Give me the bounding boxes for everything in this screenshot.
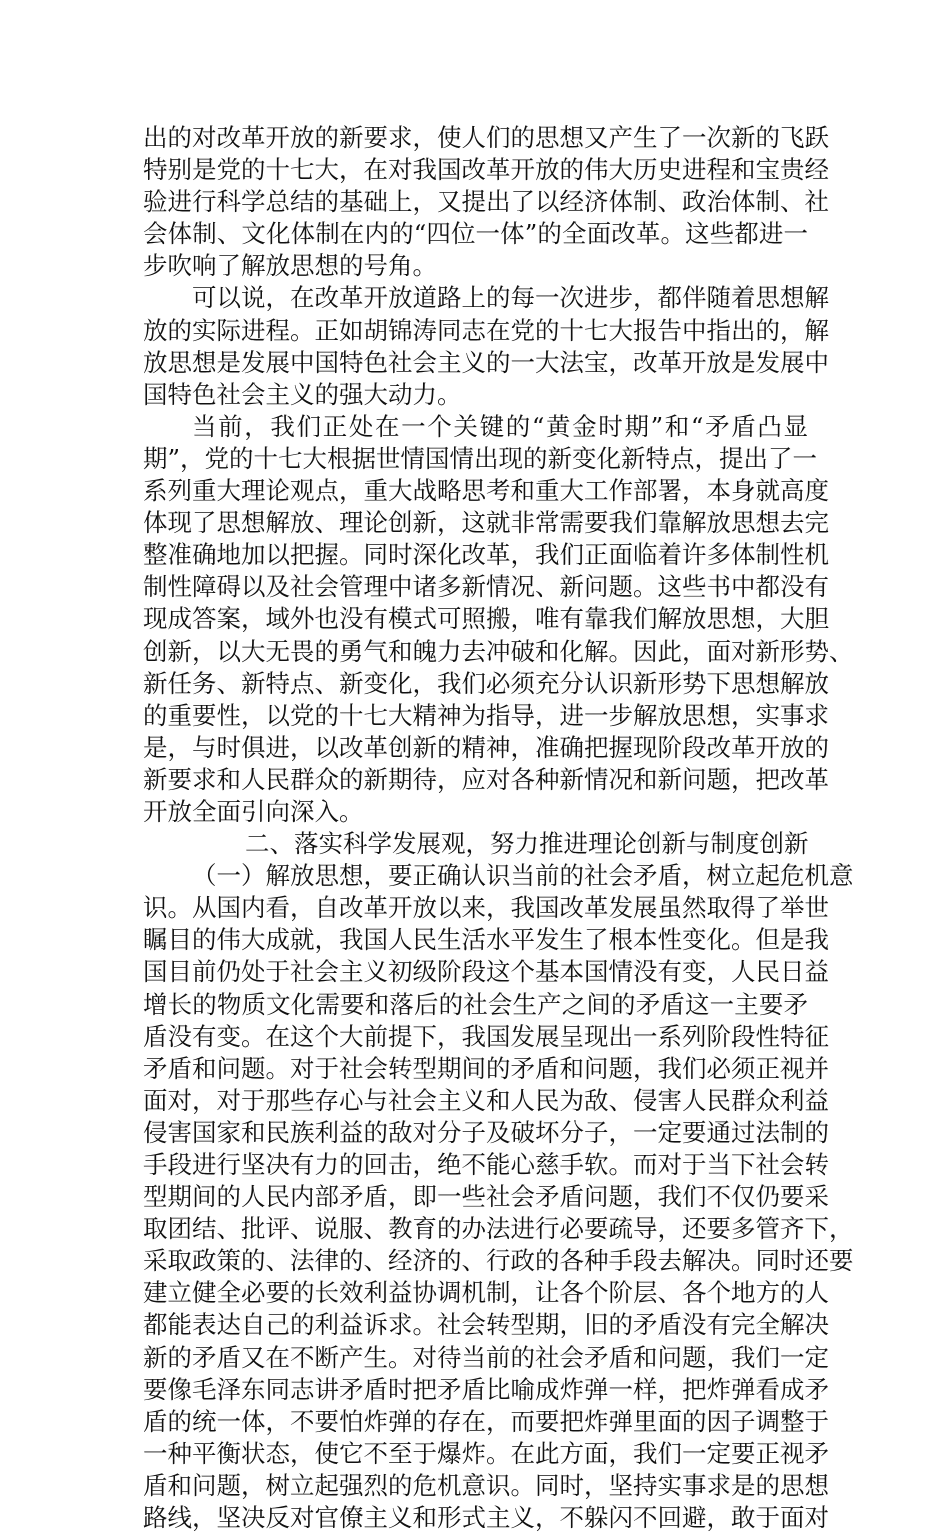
text-line: 手段进行坚决有力的回击，绝不能心慈手软。而对于当下社会转 — [143, 1150, 829, 1179]
text-line: 增长的物质文化需要和落后的社会生产之间的矛盾这一主要矛 — [143, 989, 808, 1019]
text-line: 国特色社会主义的强大动力。 — [143, 379, 462, 409]
text-line: 体现了思想解放、理论创新，这就非常需要我们靠解放思想去完 — [143, 508, 829, 538]
text-line: 路线，坚决反对官僚主义和形式主义，不躲闪不回避，敢于面对 — [143, 1503, 829, 1533]
text-line: 识。从国内看，自改革开放以来，我国改革发展虽然取得了举世 — [143, 893, 829, 923]
text-line: 盾和问题，树立起强烈的危机意识。同时，坚持实事求是的思想 — [143, 1470, 829, 1500]
text-line: 瞩目的伟大成就，我国人民生活水平发生了根本性变化。但是我 — [143, 925, 829, 955]
text-line: 当前，我们正处在一个关键的“黄金时期”和“矛盾凸显 — [192, 411, 808, 441]
text-line: 要像毛泽东同志讲矛盾时把矛盾比喻成炸弹一样，把炸弹看成矛 — [143, 1374, 829, 1404]
text-line: 新任务、新特点、新变化，我们必须充分认识新形势下思想解放 — [143, 668, 829, 698]
text-line: 都能表达自己的利益诉求。社会转型期，旧的矛盾没有完全解决 — [143, 1310, 829, 1340]
text-line: 系列重大理论观点，重大战略思考和重大工作部署，本身就高度 — [143, 476, 829, 506]
text-line: 国目前仍处于社会主义初级阶段这个基本国情没有变，人民日益 — [143, 957, 829, 987]
text-line: 开放全面引向深入。 — [143, 796, 364, 826]
text-line: 盾没有变。在这个大前提下，我国发展呈现出一系列阶段性特征 — [143, 1021, 829, 1051]
text-line: 是，与时俱进，以改革创新的精神，准确把握现阶段改革开放的 — [143, 732, 829, 762]
text-line: 型期间的人民内部矛盾，即一些社会矛盾问题，我们不仅仍要采 — [143, 1182, 829, 1212]
text-line: 步吹响了解放思想的号角。 — [143, 251, 437, 281]
text-line: 可以说，在改革开放道路上的每一次进步，都伴随着思想解 — [192, 283, 829, 313]
text-line: 新的矛盾又在不断产生。对待当前的社会矛盾和问题，我们一定 — [143, 1342, 829, 1372]
text-line: 矛盾和问题。对于社会转型期间的矛盾和问题，我们必须正视并 — [143, 1053, 829, 1083]
text-line: 取团结、批评、说服、教育的办法进行必要疏导，还要多管齐下， — [143, 1214, 854, 1244]
text-line: 盾的统一体，不要怕炸弹的存在，而要把炸弹里面的因子调整于 — [143, 1406, 829, 1436]
text-line: 特别是党的十七大，在对我国改革开放的伟大历史进程和宝贵经 — [143, 155, 829, 185]
document-body — [143, 122, 854, 1534]
text-line: 创新，以大无畏的勇气和魄力去冲破和化解。因此，面对新形势、 — [143, 636, 854, 666]
text-line: 建立健全必要的长效利益协调机制，让各个阶层、各个地方的人 — [143, 1278, 829, 1308]
text-line: 制性障碍以及社会管理中诸多新情况、新问题。这些书中都没有 — [143, 572, 829, 602]
text-line: 放的实际进程。正如胡锦涛同志在党的十七大报告中指出的，解 — [143, 315, 829, 345]
text-line: 整准确地加以把握。同时深化改革，我们正面临着许多体制性机 — [143, 540, 829, 570]
text-line: 验进行科学总结的基础上，又提出了以经济体制、政治体制、社 — [143, 187, 829, 217]
text-line: 出的对改革开放的新要求，使人们的思想又产生了一次新的飞跃 — [143, 123, 829, 152]
text-line: 期”，党的十七大根据世情国情出现的新变化新特点，提出了一 — [143, 443, 818, 473]
text-line: 现成答案，域外也没有模式可照搬，唯有靠我们解放思想，大胆 — [143, 604, 829, 634]
text-line: 会体制、文化体制在内的“四位一体”的全面改革。这些都进一 — [143, 219, 808, 249]
section-heading: 二、落实科学发展观，努力推进理论创新与制度创新 — [245, 829, 809, 859]
text-line: 新要求和人民群众的新期待，应对各种新情况和新问题，把改革 — [143, 764, 829, 794]
text-line: （一）解放思想，要正确认识当前的社会矛盾，树立起危机意 — [192, 861, 854, 891]
text-line: 的重要性，以党的十七大精神为指导，进一步解放思想，实事求 — [143, 700, 829, 730]
text-line: 侵害国家和民族利益的敌对分子及破坏分子，一定要通过法制的 — [143, 1117, 829, 1147]
text-line: 面对，对于那些存心与社会主义和人民为敌、侵害人民群众利益 — [143, 1085, 829, 1115]
text-line: 放思想是发展中国特色社会主义的一大法宝，改革开放是发展中 — [143, 347, 829, 377]
text-line: 一种平衡状态，使它不至于爆炸。在此方面，我们一定要正视矛 — [143, 1438, 829, 1468]
text-line: 采取政策的、法律的、经济的、行政的各种手段去解决。同时还要 — [143, 1246, 854, 1276]
